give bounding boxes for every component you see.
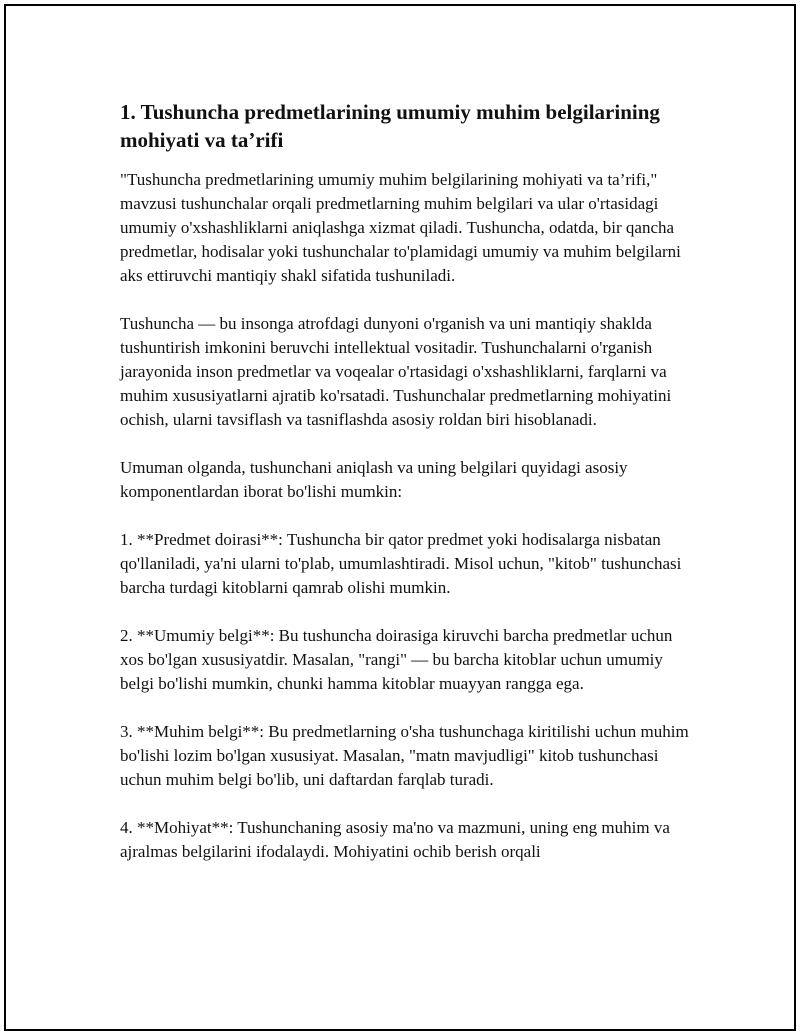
document-body [120,98,690,888]
document-heading: 1. Tushuncha predmetlarining umumiy muhim belgilarining mohiyati va ta’rifi [120,100,660,152]
list-item-mohiyat: 4. **Mohiyat**: Tushunchaning asosiy ma'no va mazmuni, uning eng muhim va ajralmas belgilarini ifodalaydi. Mohiyatini ochib berish orqali [120,818,670,861]
document-page [4,4,796,1031]
paragraph-definition: Tushuncha — bu insonga atrofdagi dunyoni o'rganish va uni mantiqiy shaklda tushuntirish imkonini beruvchi intellektual vositadir. Tushunchalarni o'rganish jarayonida inson predmetlar va voqealar o'rtasidagi o'xshashliklarni, farqlarni va muhim xususiyatlarni ajratib ko'rsatadi. Tushunchalar predmetlarning mohiyatini ochish, ularni tavsiflash va tasniflashda asosiy roldan biri hisoblanadi. [120,314,672,429]
list-item-muhim-belgi: 3. **Muhim belgi**: Bu predmetlarning o'sha tushunchaga kiritilishi uchun muhim bo'lishi lozim bo'lgan xususiyat. Masalan, "matn mavjudligi" kitob tushunchasi uchun muhim belgi bo'lib, uni daftardan farqlab turadi. [120,722,689,789]
paragraph-intro: "Tushuncha predmetlarining umumiy muhim belgilarining mohiyati va ta’rifi," mavzusi tushunchalar orqali predmetlarning muhim belgilari va ular o'rtasidagi umumiy o'xshashliklarni aniqlashga xizmat qiladi. Tushuncha, odatda, bir qancha predmetlar, hodisalar yoki tushunchalar to'plamidagi umumiy va muhim belgilarni aks ettiruvchi mantiqiy shakl sifatida tushuniladi. [120,170,681,285]
paragraph-components: Umuman olganda, tushunchani aniqlash va uning belgilari quyidagi asosiy komponentlardan iborat bo'lishi mumkin: [120,458,628,501]
list-item-umumiy-belgi: 2. **Umumiy belgi**: Bu tushuncha doirasiga kiruvchi barcha predmetlar uchun xos bo'lgan xususiyatdir. Masalan, "rangi" — bu barcha kitoblar uchun umumiy belgi bo'lishi mumkin, chunki hamma kitoblar muayyan rangga ega. [120,626,673,693]
list-item-predmet-doirasi: 1. **Predmet doirasi**: Tushuncha bir qator predmet yoki hodisalarga nisbatan qo'llaniladi, ya'ni ularni to'plab, umumlashtiradi. Misol uchun, "kitob" tushunchasi barcha turdagi kitoblarni qamrab olishi mumkin. [120,530,682,597]
